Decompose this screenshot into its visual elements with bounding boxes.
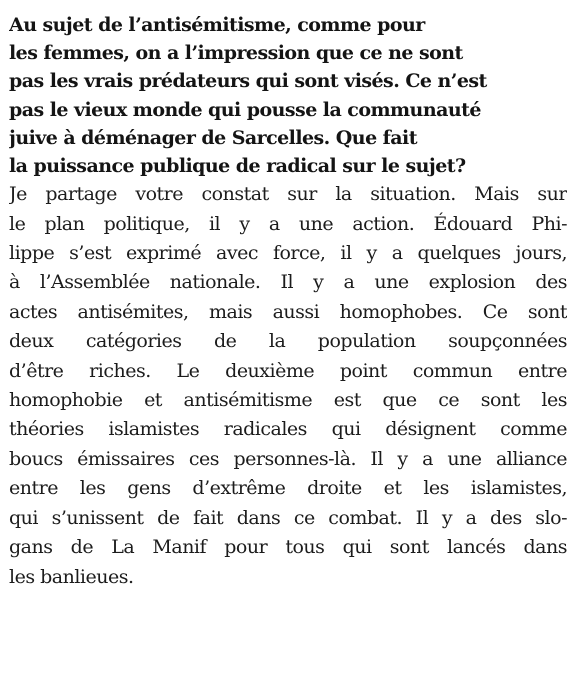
answer-line: le plan politique, il y a une action. Édouard Phi- bbox=[9, 212, 567, 235]
interview-answer bbox=[9, 180, 567, 592]
answer-line: deux catégories de la population soupçonnées bbox=[9, 330, 567, 353]
answer-line: Je partage votre constat sur la situation. Mais sur bbox=[9, 183, 567, 206]
answer-line: qui s’unissent de fait dans ce combat. Il y a des slo- bbox=[9, 506, 567, 529]
answer-line: lippe s’est exprimé avec force, il y a quelques jours, bbox=[9, 242, 567, 265]
answer-line: boucs émissaires ces personnes-là. Il y a une alliance bbox=[9, 447, 567, 470]
answer-line: entre les gens d’extrême droite et les islamistes, bbox=[9, 477, 567, 500]
answer-line: les banlieues. bbox=[9, 565, 134, 588]
question-line: pas le vieux monde qui pousse la communauté bbox=[9, 98, 481, 121]
question-line: la puissance publique de radical sur le sujet? bbox=[9, 155, 466, 178]
answer-line: homophobie et antisémitisme est que ce sont les bbox=[9, 389, 567, 412]
question-line: juive à déménager de Sarcelles. Que fait bbox=[9, 126, 417, 149]
answer-line: théories islamistes radicales qui désignent comme bbox=[9, 418, 567, 441]
answer-line: d’être riches. Le deuxième point commun entre bbox=[9, 359, 567, 382]
answer-line: actes antisémites, mais aussi homophobes. Ce sont bbox=[9, 300, 567, 323]
answer-line: gans de La Manif pour tous qui sont lancés dans bbox=[9, 536, 567, 559]
question-line: pas les vrais prédateurs qui sont visés. Ce n’est bbox=[9, 70, 487, 93]
question-line: les femmes, on a l’impression que ce ne sont bbox=[9, 42, 463, 65]
question-line: Au sujet de l’antisémitisme, comme pour bbox=[9, 14, 425, 36]
interview-question bbox=[9, 11, 567, 180]
answer-line: à l’Assemblée nationale. Il y a une explosion des bbox=[9, 271, 567, 294]
